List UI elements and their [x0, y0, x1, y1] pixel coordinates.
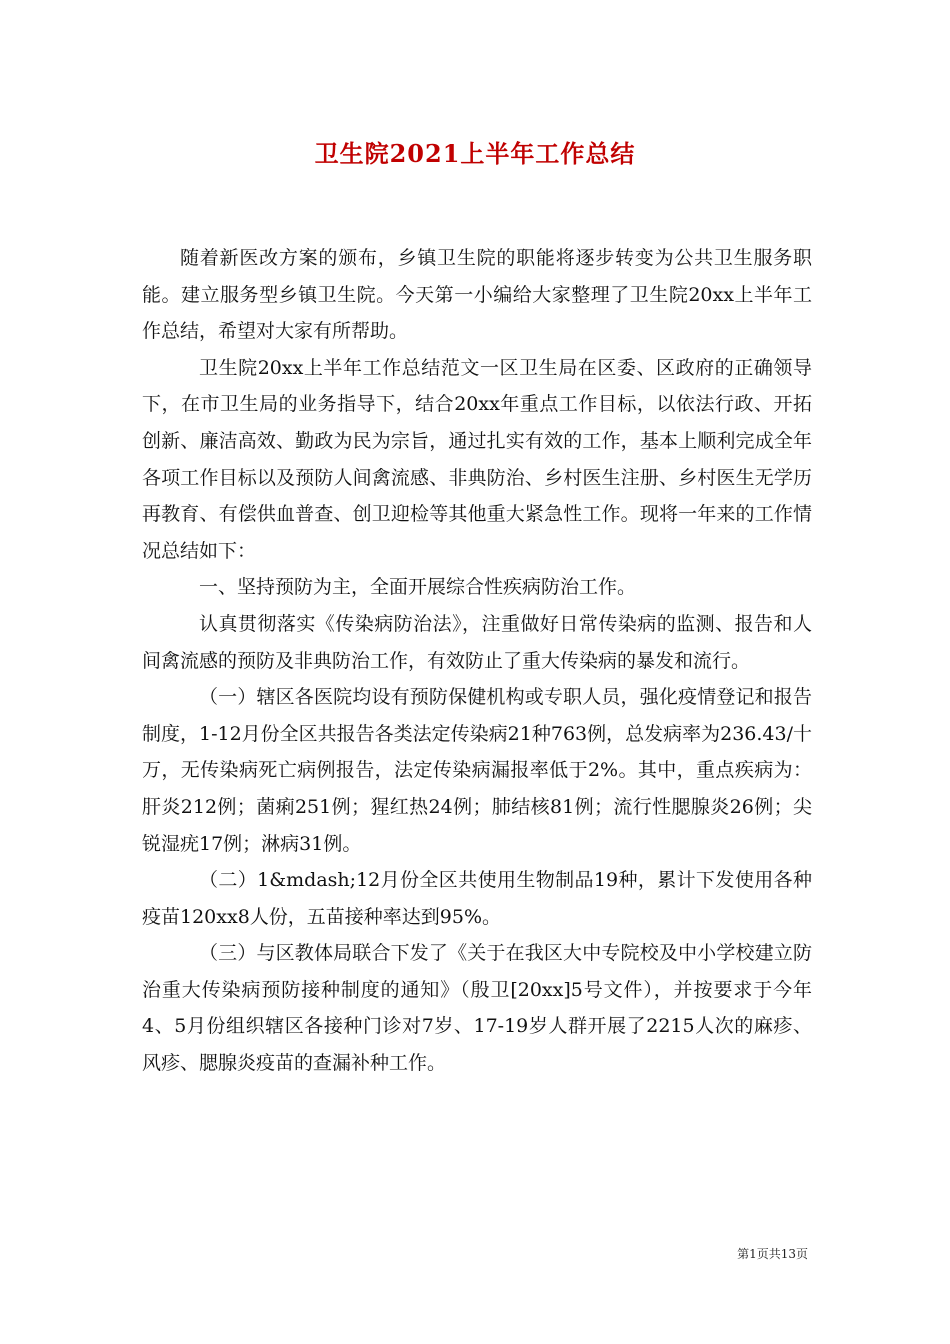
document-body [142, 240, 812, 1082]
page-number: 第1页共13页 [737, 1247, 808, 1261]
paragraph-item-3: （三）与区教体局联合下发了《关于在我区大中专院校及中小学校建立防治重大传染病预防接种制度的通知》（殷卫[20xx]5号文件），并按要求于今年4、5月份组织辖区各接种门诊对7岁、17-19岁人群开展了2215人次的麻疹、风疹、腮腺炎疫苗的查漏补种工作。 [142, 942, 812, 1075]
paragraph-intro: 随着新医改方案的颁布，乡镇卫生院的职能将逐步转变为公共卫生服务职能。建立服务型乡镇卫生院。今天第一小编给大家整理了卫生院20xx上半年工作总结，希望对大家有所帮助。 [142, 247, 812, 343]
paragraph-item-2: （二）1&mdash;12月份全区共使用生物制品19种，累计下发使用各种疫苗120xx8人份，五苗接种率达到95%。 [142, 869, 812, 928]
paragraph-item-1: （一）辖区各医院均设有预防保健机构或专职人员，强化疫情登记和报告制度，1-12月份全区共报告各类法定传染病21种763例，总发病率为236.43/十万，无传染病死亡病例报告，法定传染病漏报率低于2%。其中，重点疾病为：肝炎212例；菌痢251例；猩红热24例；肺结核81例；流行性腮腺炎26例；尖锐湿疣17例；淋病31例。 [142, 686, 813, 855]
paragraph-summary: 卫生院20xx上半年工作总结范文一区卫生局在区委、区政府的正确领导下，在市卫生局的业务指导下，结合20xx年重点工作目标，以依法行政、开拓创新、廉洁高效、勤政为民为宗旨，通过扎实有效的工作，基本上顺利完成全年各项工作目标以及预防人间禽流感、非典防治、乡村医生注册、乡村医生无学历再教育、有偿供血普查、创卫迎检等其他重大紧急性工作。现将一年来的工作情况总结如下： [142, 356, 812, 562]
paragraph-prevention: 认真贯彻落实《传染病防治法》，注重做好日常传染病的监测、报告和人间禽流感的预防及非典防治工作，有效防止了重大传染病的暴发和流行。 [142, 612, 812, 672]
document-title: 卫生院2021上半年工作总结 [314, 139, 636, 168]
section-heading-1: 一、坚持预防为主，全面开展综合性疾病防治工作。 [199, 576, 637, 599]
